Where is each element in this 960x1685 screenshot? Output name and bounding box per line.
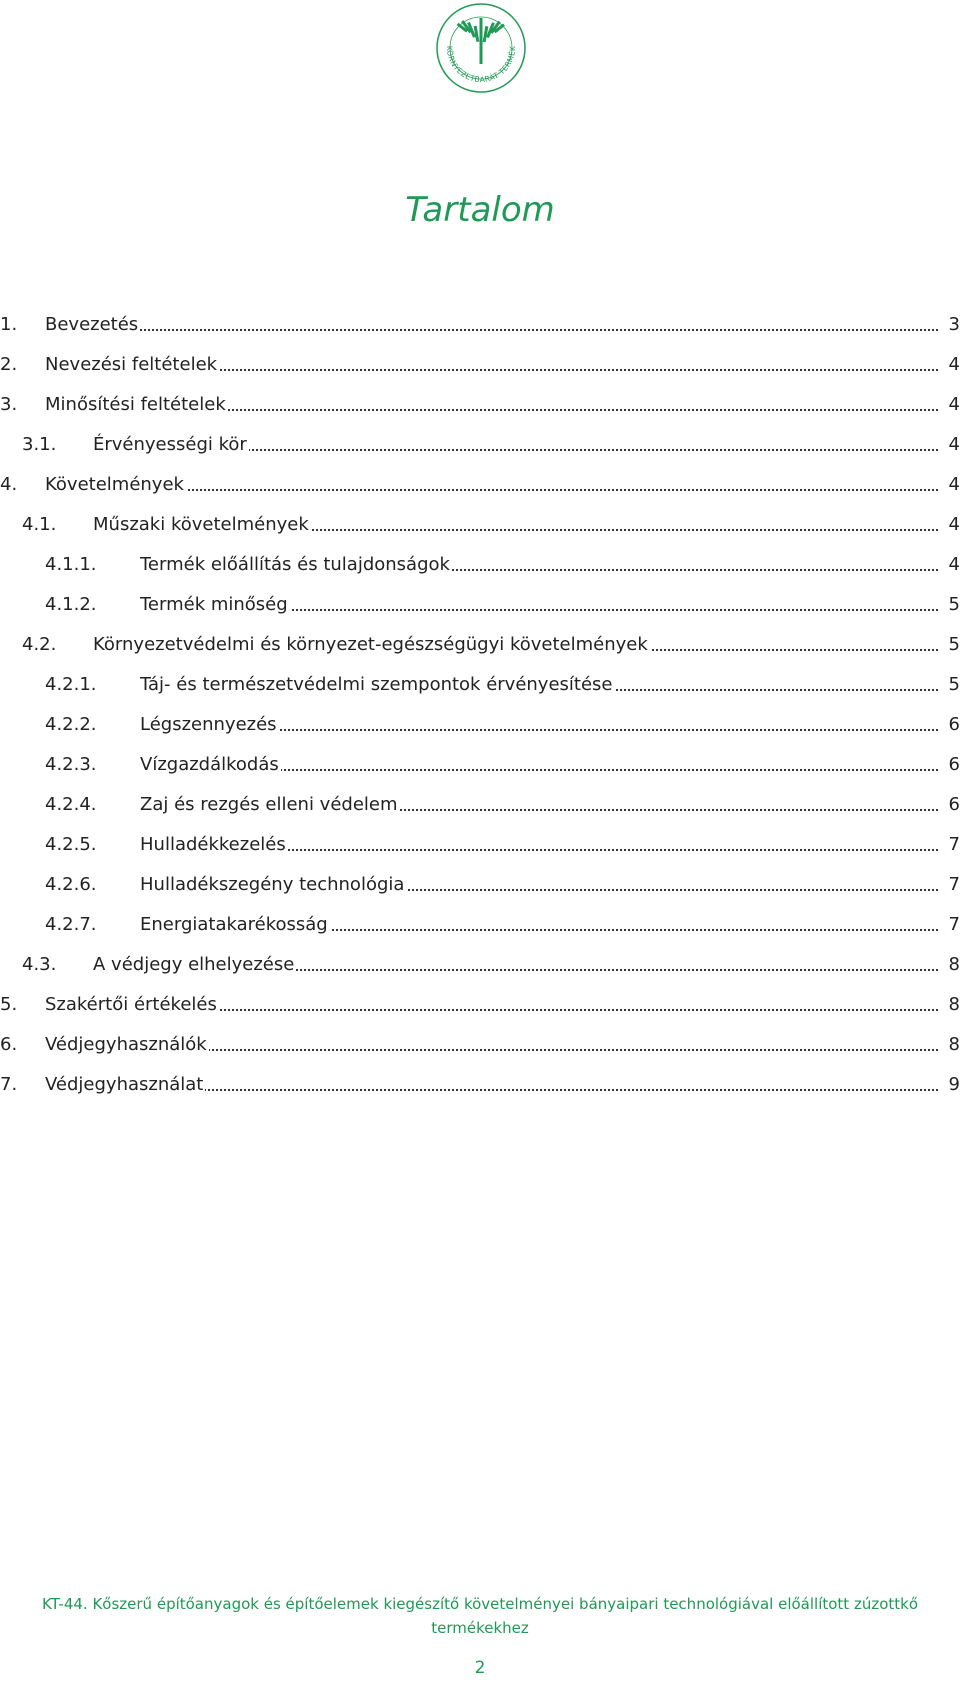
toc-entry-page: 4 [940,390,960,420]
toc-entry-number: 3. [0,394,18,415]
toc-entry-number: 4.2.1. [45,674,97,695]
toc-entry-title: Követelmények [45,474,184,495]
toc-entry-number: 4.2.6. [45,874,97,895]
toc-entry-text-wrap [140,710,960,740]
toc-entry-title: Termék előállítás és tulajdonságok [140,554,450,575]
toc-entry-text-wrap [45,1030,960,1060]
toc-entry-page: 8 [940,950,960,980]
toc-entry-title: Táj- és természetvédelmi szempontok érvényesítése [140,674,613,695]
eco-label-logo [433,0,529,96]
toc-entry-page: 4 [940,430,960,460]
toc-entry-page: 4 [940,510,960,540]
toc-entry-number: 5. [0,994,18,1015]
toc-entry-text-wrap [140,670,960,700]
toc-entry-page: 7 [940,870,960,900]
toc-entry-title: Nevezési feltételek [45,354,218,375]
toc-entry-page: 3 [940,310,960,340]
toc-entry-page: 4 [940,550,960,580]
toc-entry-page: 7 [940,830,960,860]
toc-entry-title: Vízgazdálkodás [140,754,279,775]
toc-entry-title: Légszennyezés [140,714,277,735]
toc-entry[interactable] [0,470,960,510]
toc-entry-number: 4.1.2. [45,594,97,615]
logo-ring-text: KÖRNYEZETBARÁT TERMÉK [444,45,518,85]
toc-entry-title: Műszaki követelmények [93,514,309,535]
toc-entry-page: 7 [940,910,960,940]
toc-entry-page: 8 [940,1030,960,1060]
toc-entry-number: 4.2. [22,634,57,655]
toc-entry-text-wrap [140,550,960,580]
table-of-contents [0,310,960,1110]
toc-entry[interactable] [0,990,960,1030]
toc-entry-number: 4.1.1. [45,554,97,575]
toc-entry-text-wrap [45,1070,960,1100]
toc-entry[interactable] [0,950,960,990]
toc-entry-title: Bevezetés [45,314,139,335]
toc-entry[interactable] [0,670,960,710]
toc-entry-title: Érvényességi kör [93,434,247,455]
toc-entry-title: Védjegyhasználók [45,1034,207,1055]
toc-entry-number: 4.2.2. [45,714,97,735]
toc-entry-page: 4 [940,350,960,380]
toc-entry-title: Minősítési feltételek [45,394,226,415]
toc-entry-text-wrap [45,470,960,500]
toc-entry-number: 4.2.3. [45,754,97,775]
toc-entry[interactable] [0,1070,960,1110]
toc-entry-number: 6. [0,1034,18,1055]
toc-entry[interactable] [0,430,960,470]
toc-entry-title: Védjegyhasználat [45,1074,204,1095]
toc-entry[interactable] [0,1030,960,1070]
toc-entry-page: 5 [940,590,960,620]
toc-entry-title: A védjegy elhelyezése [93,954,295,975]
toc-entry[interactable] [0,510,960,550]
toc-entry-title: Szakértői értékelés [45,994,217,1015]
toc-entry[interactable] [0,350,960,390]
toc-entry-text-wrap [93,430,960,460]
page-footer [0,1592,960,1640]
toc-entry[interactable] [0,910,960,950]
toc-entry-text-wrap [93,950,960,980]
toc-entry-text-wrap [140,750,960,780]
toc-entry-page: 6 [940,710,960,740]
toc-entry-page: 5 [940,630,960,660]
toc-entry-text-wrap [45,310,960,340]
toc-entry-title: Energiatakarékosság [140,914,328,935]
toc-entry-title: Környezetvédelmi és környezet-egészségügyi követelmények [93,634,648,655]
toc-entry-text-wrap [140,910,960,940]
toc-entry[interactable] [0,630,960,670]
toc-entry-page: 8 [940,990,960,1020]
toc-entry-title: Termék minőség [140,594,288,615]
toc-entry-title: Zaj és rezgés elleni védelem [140,794,398,815]
toc-entry-number: 4. [0,474,18,495]
footer-line-1: KT-44. Kőszerű építőanyagok és építőelemek kiegészítő követelményei bányaipari technológiával előállított zúzottkő [41,1595,919,1613]
toc-entry-number: 7. [0,1074,18,1095]
toc-entry-title: Hulladékkezelés [140,834,286,855]
toc-entry-text-wrap [140,870,960,900]
toc-dot-leader [45,329,938,331]
toc-entry-page: 9 [940,1070,960,1100]
toc-entry-page: 5 [940,670,960,700]
toc-entry[interactable] [0,830,960,870]
toc-entry-text-wrap [140,790,960,820]
page-number: 2 [474,1658,486,1678]
toc-entry-number: 4.1. [22,514,57,535]
toc-entry[interactable] [0,390,960,430]
toc-entry-page: 6 [940,790,960,820]
toc-entry-number: 2. [0,354,18,375]
toc-entry-number: 1. [0,314,18,335]
toc-entry-title: Hulladékszegény technológia [140,874,405,895]
toc-entry-text-wrap [45,350,960,380]
toc-entry-text-wrap [140,590,960,620]
toc-entry-text-wrap [45,390,960,420]
toc-entry-number: 4.2.4. [45,794,97,815]
toc-entry-number: 4.3. [22,954,57,975]
toc-entry-text-wrap [140,830,960,860]
toc-entry[interactable] [0,310,960,350]
toc-entry-page: 4 [940,470,960,500]
toc-entry[interactable] [0,710,960,750]
toc-entry[interactable] [0,590,960,630]
toc-entry[interactable] [0,870,960,910]
toc-entry-number: 4.2.5. [45,834,97,855]
toc-entry-number: 4.2.7. [45,914,97,935]
toc-entry-text-wrap [93,510,960,540]
footer-line-2: termékekhez [431,1619,529,1637]
toc-entry[interactable] [0,550,960,590]
page-title: Tartalom [405,190,555,230]
toc-entry[interactable] [0,790,960,830]
tree-logo-icon [433,0,529,96]
toc-entry[interactable] [0,750,960,790]
toc-entry-page: 6 [940,750,960,780]
toc-entry-number: 3.1. [22,434,57,455]
toc-entry-text-wrap [45,990,960,1020]
toc-entry-text-wrap [93,630,960,660]
